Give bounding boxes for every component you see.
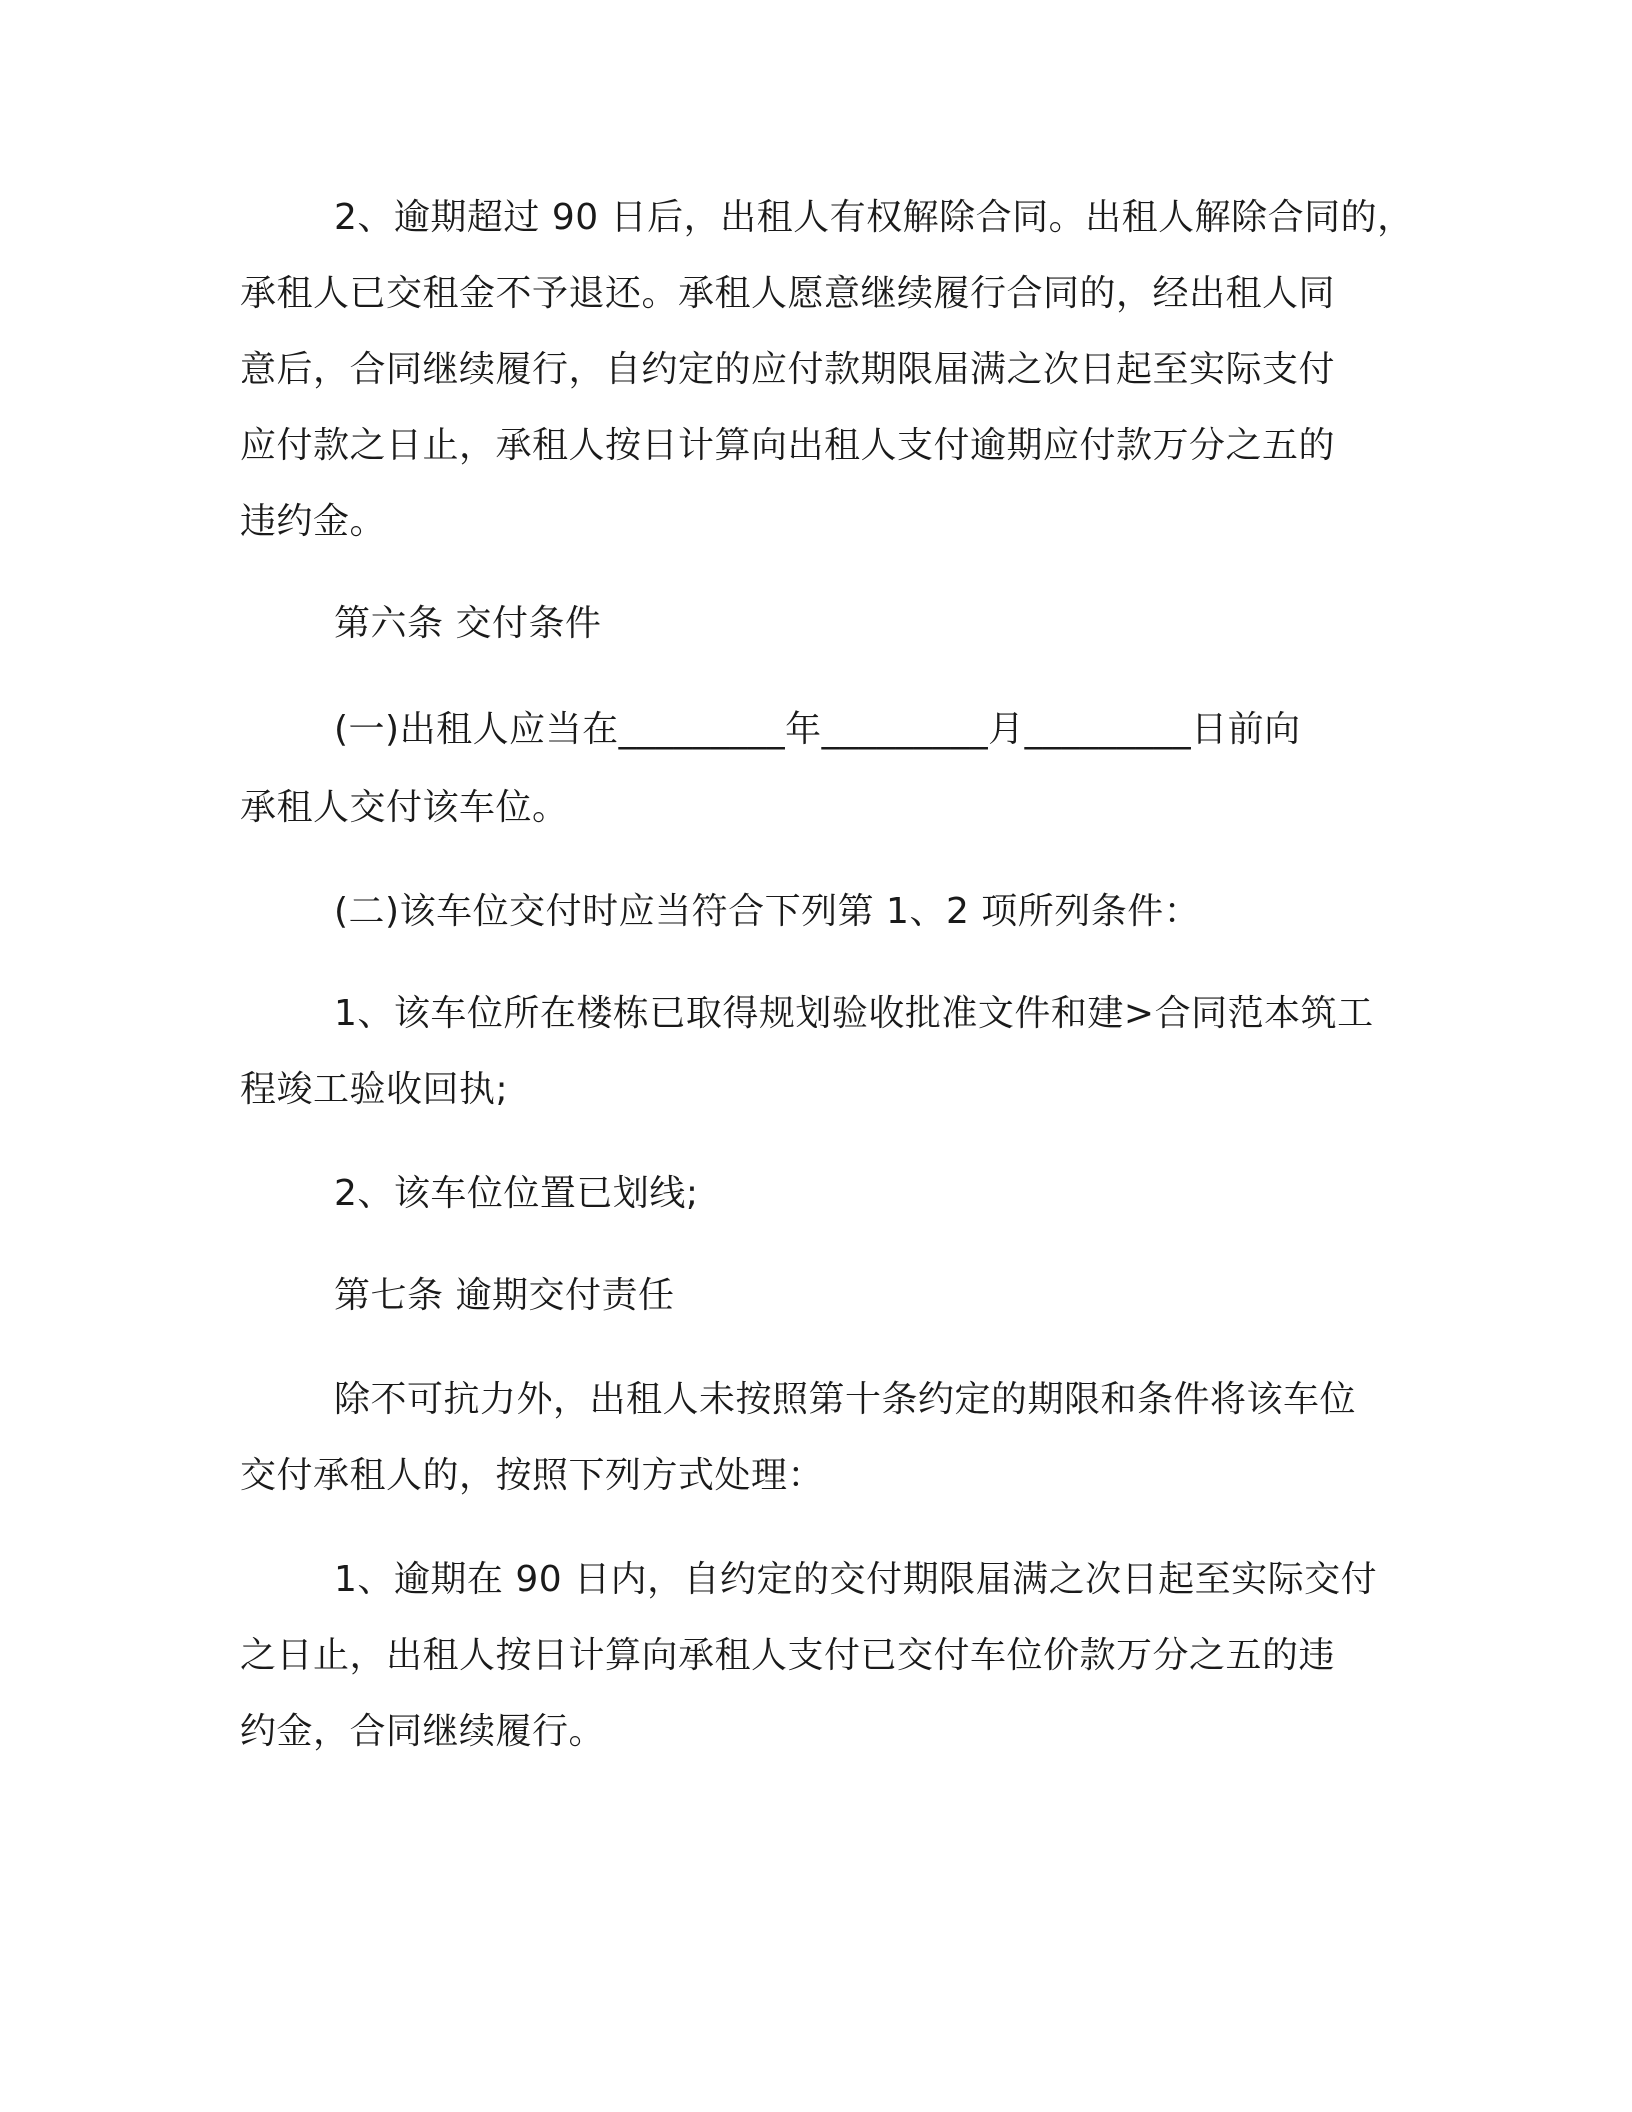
clause-5-item-2-line-5: 违约金。: [240, 501, 387, 542]
condition-1-line-2: 程竣工验收回执;: [240, 1069, 509, 1110]
clause-5-item-2-line-1: 2、逾期超过 90 日后，出租人有权解除合同。出租人解除合同的，: [334, 197, 1414, 238]
clause-5-item-2-line-4: 应付款之日止，承租人按日计算向出租人支付逾期应付款万分之五的: [240, 425, 1336, 466]
clause-5-item-2-line-2: 承租人已交租金不予退还。承租人愿意继续履行合同的，经出租人同: [240, 273, 1336, 314]
article-6-item-1-line-2: 承租人交付该车位。: [240, 787, 569, 828]
article-6-item-1-line-1: (一)出租人应当在_________年_________月_________日前向: [334, 709, 1301, 750]
article-7-intro-line-1: 除不可抗力外，出租人未按照第十条约定的期限和条件将该车位: [334, 1379, 1357, 1420]
article-7-intro-line-2: 交付承租人的，按照下列方式处理：: [240, 1455, 825, 1496]
condition-2: 2、该车位位置已划线;: [334, 1173, 699, 1214]
article-7-item-1-line-3: 约金，合同继续履行。: [240, 1711, 606, 1752]
article-6-heading: 第六条 交付条件: [334, 603, 602, 644]
article-7-item-1-line-1: 1、逾期在 90 日内，自约定的交付期限届满之次日起至实际交付: [334, 1559, 1378, 1600]
article-7-item-1-line-2: 之日止，出租人按日计算向承租人支付已交付车位价款万分之五的违: [240, 1635, 1336, 1676]
article-6-item-2: (二)该车位交付时应当符合下列第 1、2 项所列条件：: [334, 891, 1201, 932]
condition-1-line-1: 1、该车位所在楼栋已取得规划验收批准文件和建>合同范本筑工: [334, 993, 1374, 1034]
clause-5-item-2-line-3: 意后，合同继续履行，自约定的应付款期限届满之次日起至实际支付: [240, 349, 1336, 390]
article-7-heading: 第七条 逾期交付责任: [334, 1275, 675, 1316]
